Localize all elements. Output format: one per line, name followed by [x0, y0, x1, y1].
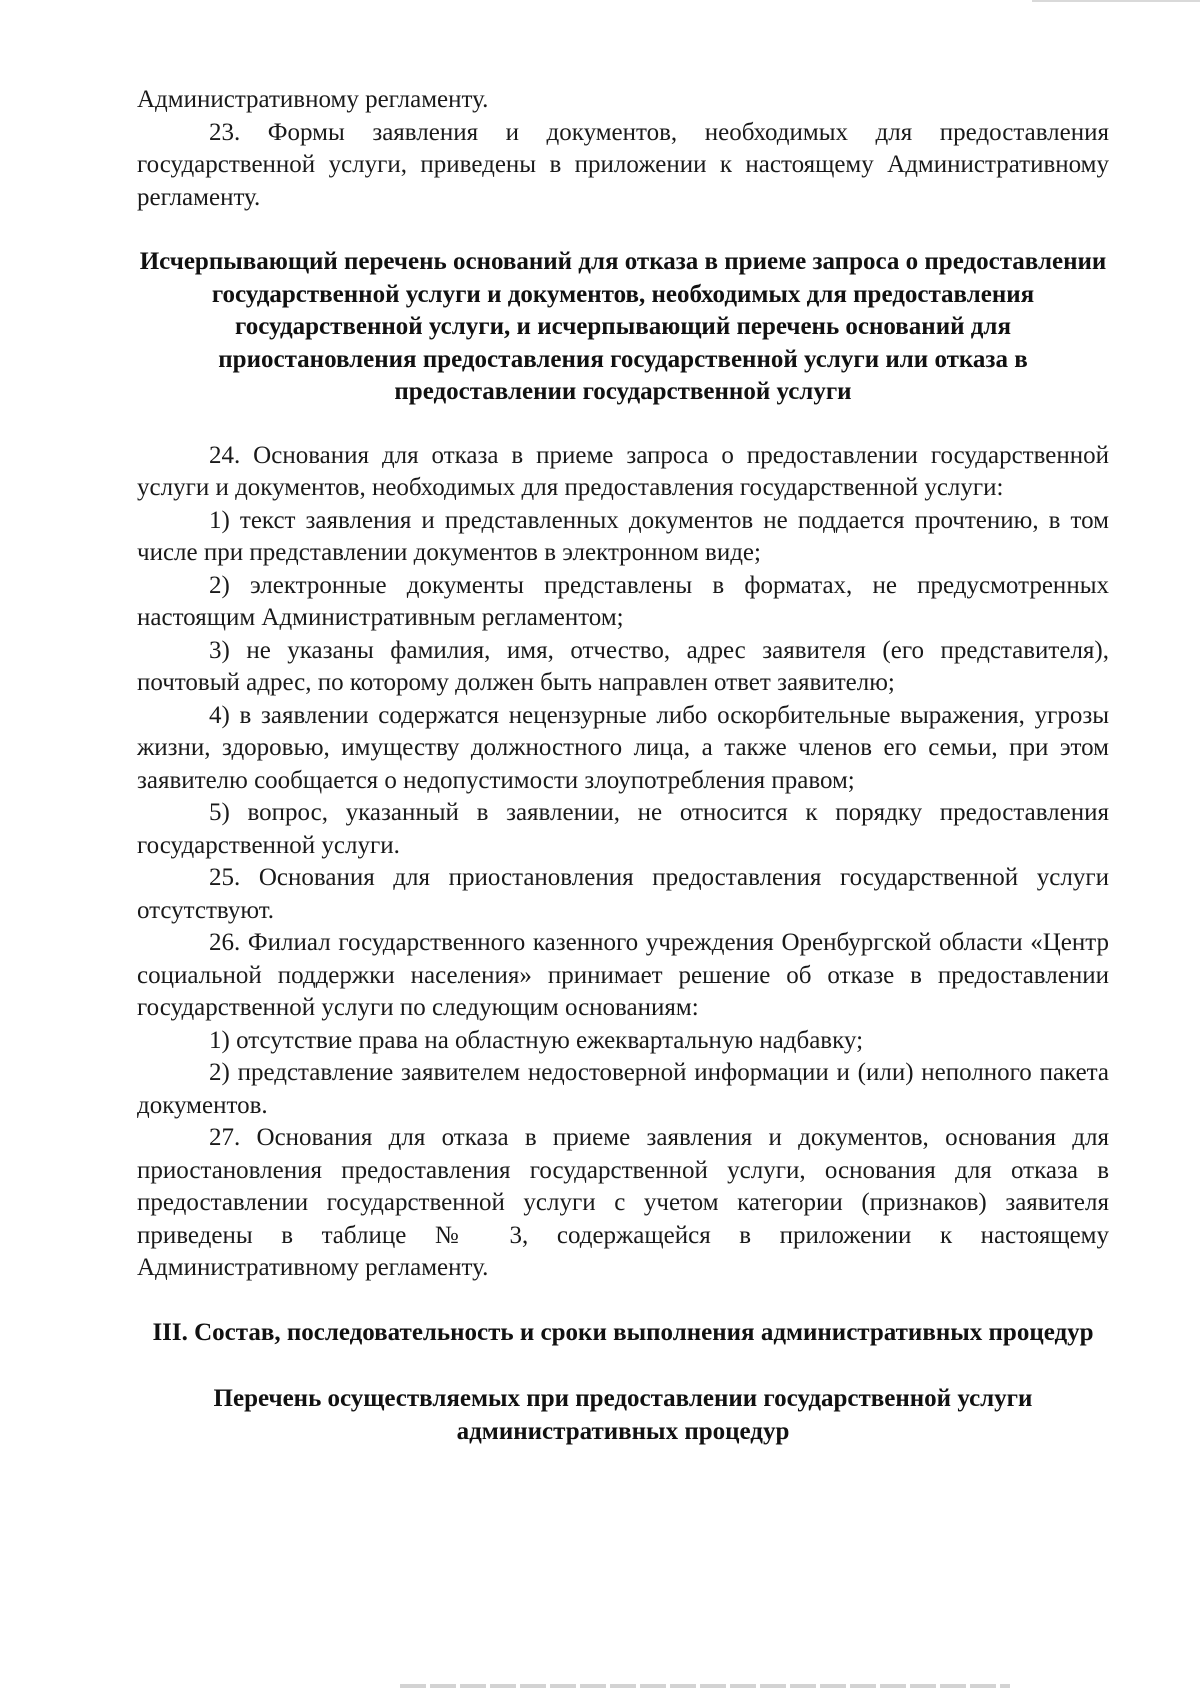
paragraph-26-item-1: 1) отсутствие права на областную ежеквартальную надбавку; [209, 1026, 864, 1054]
paragraph-27: 27. Основания для отказа в приеме заявления и документов, основания для приостановления предоставления государственной услуги, основания для отказа в предоставлении государственной услуги с учетом категории (признаков) заявителя приведены в таблице № 3, содержащейся в приложении к настоящему Административному регламенту. [137, 1124, 1109, 1281]
section-heading-refusal-grounds: Исчерпывающий перечень оснований для отказа в приеме запроса о предоставлении государственной услуги и документов, необходимых для предоставления государственной услуги, и исчерпывающий перечень оснований для приостановления предоставления государственной услуги или отказа в предоставлении государственной услуги [139, 248, 1107, 405]
paragraph-23: 23. Формы заявления и документов, необходимых для предоставления государственной услуги, приведены в приложении к настоящему Административному регламенту. [137, 118, 1109, 211]
section-heading-iii: III. Состав, последовательность и сроки выполнения административных процедур [152, 1318, 1094, 1346]
document-body [137, 84, 1109, 1448]
paragraph-24-item-4: 4) в заявлении содержатся нецензурные либо оскорбительные выражения, угрозы жизни, здоровью, имуществу должностного лица, а также членов его семьи, при этом заявителю сообщается о недопустимости злоупотребления правом; [137, 701, 1109, 794]
paragraph-25: 25. Основания для приостановления предоставления государственной услуги отсутствуют. [137, 864, 1109, 924]
paragraph-24-item-5: 5) вопрос, указанный в заявлении, не относится к порядку предоставления государственной услуги. [137, 799, 1109, 859]
paragraph-24-item-3: 3) не указаны фамилия, имя, отчество, адрес заявителя (его представителя), почтовый адрес, по которому должен быть направлен ответ заявителю; [137, 636, 1109, 696]
lead-line: Административному регламенту. [137, 86, 489, 113]
section-heading-procedures-list: Перечень осуществляемых при предоставлении государственной услуги административных процедур [213, 1385, 1033, 1445]
paragraph-26: 26. Филиал государственного казенного учреждения Оренбургской области «Центр социальной поддержки населения» принимает решение об отказе в предоставлении государственной услуги по следующим основаниям: [137, 929, 1109, 1021]
scan-edge-mark [1032, 0, 1200, 2]
paragraph-24: 24. Основания для отказа в приеме запроса о предоставлении государственной услуги и документов, необходимых для предоставления государственной услуги: [137, 441, 1109, 501]
scan-artifact-line [400, 1684, 1010, 1688]
paragraph-24-item-2: 2) электронные документы представлены в форматах, не предусмотренных настоящим Административным регламентом; [137, 571, 1109, 631]
paragraph-26-item-2: 2) представление заявителем недостоверной информации и (или) неполного пакета документов. [137, 1059, 1109, 1119]
paragraph-24-item-1: 1) текст заявления и представленных документов не поддается прочтению, в том числе при представлении документов в электронном виде; [137, 506, 1109, 566]
